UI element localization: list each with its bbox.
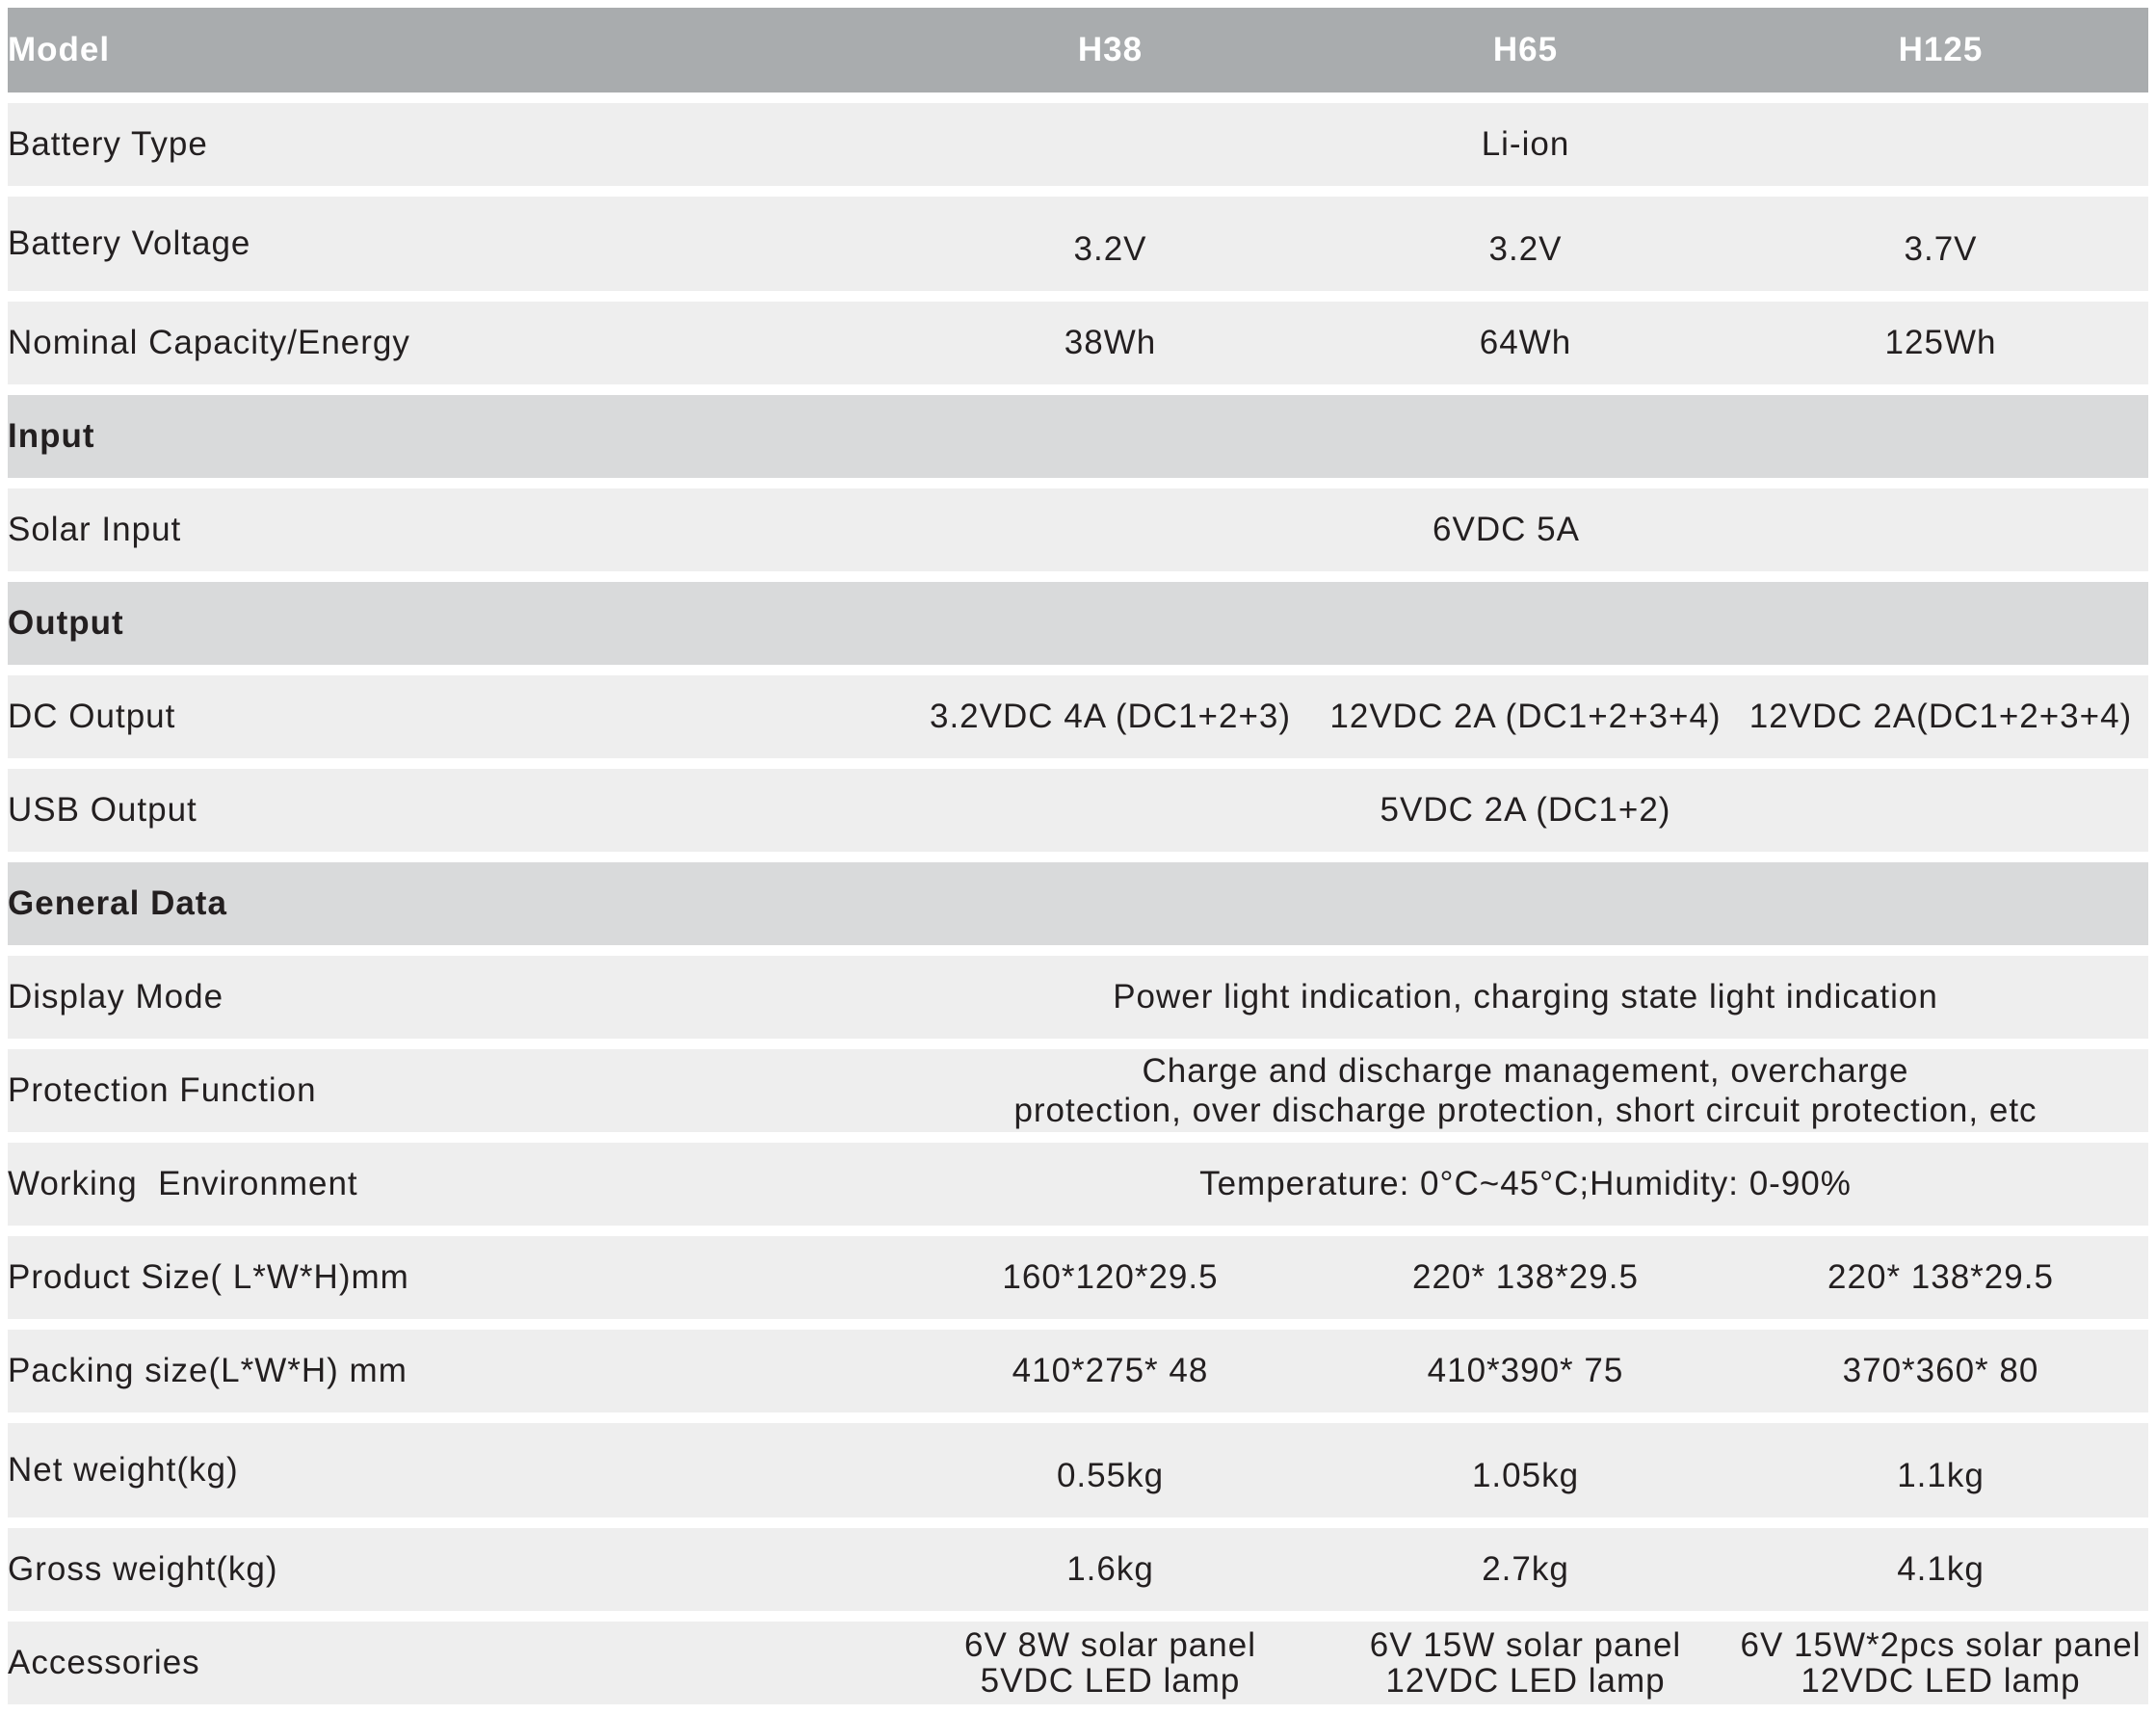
cell-value: 3.2V bbox=[1318, 197, 1733, 291]
row-label: Nominal Capacity/Energy bbox=[8, 302, 894, 384]
row-label: Protection Function bbox=[8, 1049, 894, 1132]
packing-size-row bbox=[8, 1330, 2148, 1412]
value-line: 12VDC LED lamp bbox=[1385, 1662, 1666, 1700]
cell-value: 1.1kg bbox=[1733, 1423, 2148, 1517]
general-data-section-row bbox=[8, 862, 2148, 945]
cell-value: 3.2V bbox=[903, 197, 1318, 291]
protection-function-value bbox=[903, 1049, 2148, 1132]
cell-value bbox=[903, 1622, 1318, 1704]
battery-type-row bbox=[8, 103, 2148, 186]
row-label: Net weight(kg) bbox=[8, 1423, 894, 1517]
cell-value: 410*275* 48 bbox=[903, 1330, 1318, 1412]
value-line: 5VDC LED lamp bbox=[980, 1662, 1241, 1700]
value-line: 6V 8W solar panel bbox=[964, 1626, 1256, 1664]
cell-value: 2.7kg bbox=[1318, 1528, 1733, 1611]
value-line: 6V 15W solar panel bbox=[1369, 1626, 1682, 1664]
battery-type-value: Li-ion bbox=[903, 103, 2148, 186]
working-environment-row bbox=[8, 1143, 2148, 1226]
output-section-row bbox=[8, 582, 2148, 665]
input-section-row bbox=[8, 395, 2148, 478]
cell-value: 220* 138*29.5 bbox=[1318, 1236, 1733, 1319]
model-h125-header: H125 bbox=[1733, 8, 2148, 92]
usb-output-value: 5VDC 2A (DC1+2) bbox=[903, 769, 2148, 852]
row-label: Solar Input bbox=[8, 488, 894, 571]
section-heading: Output bbox=[8, 582, 2148, 665]
value-line: 12VDC LED lamp bbox=[1801, 1662, 2081, 1700]
display-mode-row bbox=[8, 956, 2148, 1039]
model-header-label: Model bbox=[8, 8, 894, 92]
solar-input-value: 6VDC 5A bbox=[903, 488, 2148, 571]
row-label: Battery Type bbox=[8, 103, 894, 186]
cell-value: 370*360* 80 bbox=[1733, 1330, 2148, 1412]
row-label: USB Output bbox=[8, 769, 894, 852]
dc-output-row bbox=[8, 675, 2148, 758]
cell-value bbox=[1733, 1622, 2148, 1704]
solar-input-row bbox=[8, 488, 2148, 571]
cell-value bbox=[1318, 1622, 1733, 1704]
usb-output-row bbox=[8, 769, 2148, 852]
row-label: Battery Voltage bbox=[8, 197, 894, 291]
protection-function-row bbox=[8, 1049, 2148, 1132]
display-mode-value: Power light indication, charging state light indication bbox=[903, 956, 2148, 1039]
battery-voltage-row bbox=[8, 197, 2148, 291]
cell-value: 160*120*29.5 bbox=[903, 1236, 1318, 1319]
cell-value: 1.6kg bbox=[903, 1528, 1318, 1611]
header-row bbox=[8, 8, 2148, 92]
value-line: Charge and discharge management, overcharge bbox=[1142, 1052, 1909, 1090]
row-label: Display Mode bbox=[8, 956, 894, 1039]
section-heading: General Data bbox=[8, 862, 2148, 945]
value-line: 6V 15W*2pcs solar panel bbox=[1740, 1626, 2142, 1664]
row-label: DC Output bbox=[8, 675, 894, 758]
cell-value: 38Wh bbox=[903, 302, 1318, 384]
cell-value: 3.7V bbox=[1733, 197, 2148, 291]
model-h38-header: H38 bbox=[903, 8, 1318, 92]
row-label: Product Size( L*W*H)mm bbox=[8, 1236, 894, 1319]
cell-value: 220* 138*29.5 bbox=[1733, 1236, 2148, 1319]
cell-value: 12VDC 2A(DC1+2+3+4) bbox=[1733, 675, 2148, 758]
row-label: Accessories bbox=[8, 1622, 894, 1704]
column-divider bbox=[894, 8, 903, 92]
row-label: Packing size(L*W*H) mm bbox=[8, 1330, 894, 1412]
product-size-row bbox=[8, 1236, 2148, 1319]
gross-weight-row bbox=[8, 1528, 2148, 1611]
cell-value: 410*390* 75 bbox=[1318, 1330, 1733, 1412]
section-heading: Input bbox=[8, 395, 2148, 478]
model-h65-header: H65 bbox=[1318, 8, 1733, 92]
cell-value: 125Wh bbox=[1733, 302, 2148, 384]
cell-value: 12VDC 2A (DC1+2+3+4) bbox=[1318, 675, 1733, 758]
spec-table bbox=[8, 0, 2148, 1715]
nominal-capacity-row bbox=[8, 302, 2148, 384]
cell-value: 64Wh bbox=[1318, 302, 1733, 384]
row-label: Working Environment bbox=[8, 1143, 894, 1226]
accessories-row bbox=[8, 1622, 2148, 1704]
working-environment-value: Temperature: 0°C~45°C;Humidity: 0-90% bbox=[903, 1143, 2148, 1226]
net-weight-row bbox=[8, 1423, 2148, 1517]
cell-value: 1.05kg bbox=[1318, 1423, 1733, 1517]
cell-value: 0.55kg bbox=[903, 1423, 1318, 1517]
value-line: protection, over discharge protection, short circuit protection, etc bbox=[1013, 1092, 2038, 1129]
cell-value: 4.1kg bbox=[1733, 1528, 2148, 1611]
row-label: Gross weight(kg) bbox=[8, 1528, 894, 1611]
cell-value: 3.2VDC 4A (DC1+2+3) bbox=[903, 675, 1318, 758]
